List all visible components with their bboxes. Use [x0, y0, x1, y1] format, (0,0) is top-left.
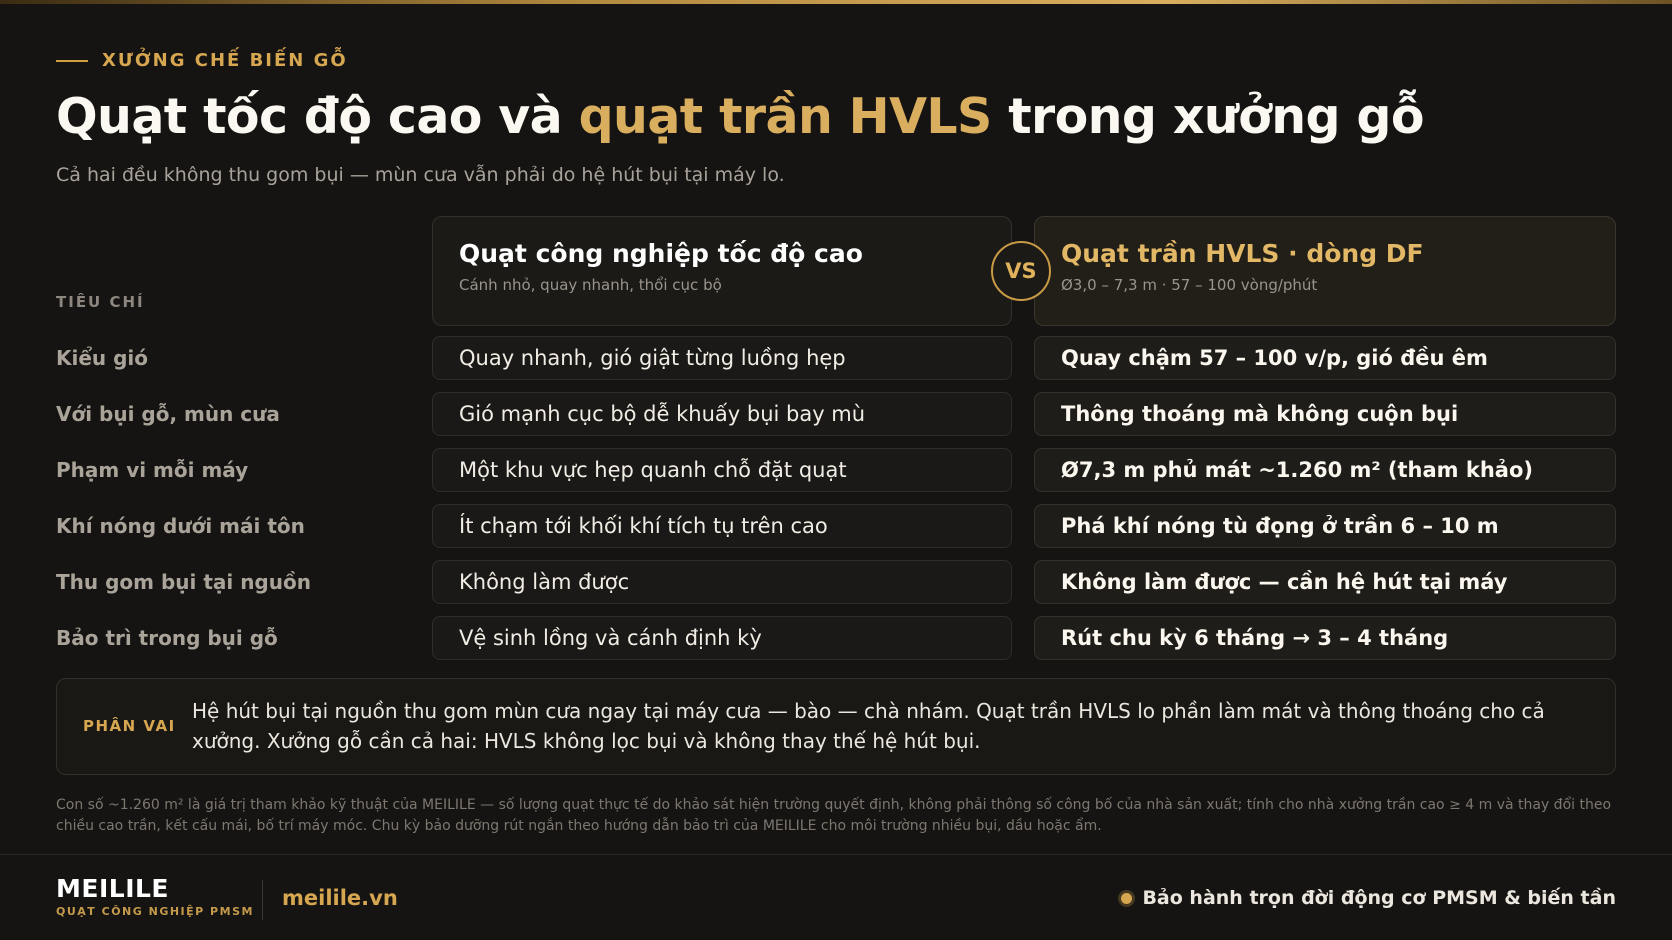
- cell-hvls-fan: Thông thoáng mà không cuộn bụi: [1034, 392, 1616, 436]
- comparison-row: [56, 560, 1616, 604]
- page-subtitle: Cả hai đều không thu gom bụi — mùn cưa vẫn phải do hệ hút bụi tại máy lo.: [56, 164, 785, 186]
- brand-name: MEILILE: [56, 874, 169, 903]
- column-b-subtitle: Ø3,0 – 7,3 m · 57 – 100 vòng/phút: [1061, 276, 1318, 294]
- cell-high-speed-fan: Không làm được: [432, 560, 1012, 604]
- vs-badge: VS: [991, 241, 1051, 301]
- cell-high-speed-fan: Vệ sinh lồng và cánh định kỳ: [432, 616, 1012, 660]
- criteria-header: TIÊU CHÍ: [56, 293, 145, 311]
- role-tag: PHÂN VAI: [83, 717, 176, 735]
- warranty-text: Bảo hành trọn đời động cơ PMSM & biến tần: [1142, 887, 1616, 909]
- eyebrow-label: XƯỞNG CHẾ BIẾN GỖ: [102, 50, 348, 71]
- cell-hvls-fan: Không làm được — cần hệ hút tại máy: [1034, 560, 1616, 604]
- warranty-note: [1121, 887, 1616, 909]
- row-label: Bảo trì trong bụi gỗ: [56, 626, 278, 650]
- cell-high-speed-fan: Gió mạnh cục bộ dễ khuấy bụi bay mù: [432, 392, 1012, 436]
- comparison-row: [56, 336, 1616, 380]
- cell-hvls-fan: Quay chậm 57 – 100 v/p, gió đều êm: [1034, 336, 1616, 380]
- eyebrow-dash: [56, 60, 88, 62]
- row-label: Thu gom bụi tại nguồn: [56, 570, 311, 594]
- cell-hvls-fan: Ø7,3 m phủ mát ~1.260 m² (tham khảo): [1034, 448, 1616, 492]
- cell-high-speed-fan: Quay nhanh, gió giật từng luồng hẹp: [432, 336, 1012, 380]
- role-callout: [56, 678, 1616, 775]
- website-link[interactable]: meilile.vn: [282, 886, 398, 910]
- eyebrow: [56, 50, 348, 71]
- cell-hvls-fan: Rút chu kỳ 6 tháng → 3 – 4 tháng: [1034, 616, 1616, 660]
- title-part-2: trong xưởng gỗ: [991, 88, 1424, 145]
- title-highlight: quạt trần HVLS: [578, 88, 992, 145]
- title-part-1: Quạt tốc độ cao và: [56, 88, 579, 145]
- brand-tagline: QUẠT CÔNG NGHIỆP PMSM: [56, 905, 254, 918]
- column-a-subtitle: Cánh nhỏ, quay nhanh, thổi cục bộ: [459, 276, 722, 294]
- bullet-dot-icon: [1121, 893, 1132, 904]
- cell-high-speed-fan: Một khu vực hẹp quanh chỗ đặt quạt: [432, 448, 1012, 492]
- row-label: Kiểu gió: [56, 346, 149, 370]
- comparison-row: [56, 616, 1616, 660]
- comparison-row: [56, 392, 1616, 436]
- cell-high-speed-fan: Ít chạm tới khối khí tích tụ trên cao: [432, 504, 1012, 548]
- page-title: [56, 88, 1424, 145]
- role-text: Hệ hút bụi tại nguồn thu gom mùn cưa ngay tại máy cưa — bào — chà nhám. Quạt trần HVLS lo phần làm mát và thông thoáng cho cả xưởng. Xưởng gỗ cần cả hai: HVLS không lọc bụi và không thay thế hệ hút bụi.: [192, 699, 1545, 753]
- column-b-title: Quạt trần HVLS · dòng DF: [1061, 239, 1424, 268]
- column-a-title: Quạt công nghiệp tốc độ cao: [459, 239, 863, 268]
- footer-divider: [0, 854, 1672, 855]
- comparison-row: [56, 448, 1616, 492]
- row-label: Khí nóng dưới mái tôn: [56, 514, 305, 538]
- footer-separator: [262, 880, 263, 920]
- row-label: Phạm vi mỗi máy: [56, 458, 249, 482]
- cell-hvls-fan: Phá khí nóng tù đọng ở trần 6 – 10 m: [1034, 504, 1616, 548]
- column-header-high-speed-fan: [432, 216, 1012, 326]
- brand-logo: [56, 874, 254, 918]
- comparison-row: [56, 504, 1616, 548]
- row-label: Với bụi gỗ, mùn cưa: [56, 402, 280, 426]
- top-accent-line: [0, 0, 1672, 4]
- footnote: Con số ~1.260 m² là giá trị tham khảo kỹ thuật của MEILILE — số lượng quạt thực tế do khảo sát hiện trường quyết định, không phải thông số công bố của nhà sản xuất; tính cho nhà xưởng trần cao ≥ 4 m và thay đổi theo chiều cao trần, kết cấu mái, bố trí máy móc. Chu kỳ bảo dưỡng rút ngắn theo hướng dẫn bảo trì của MEILILE cho môi trường nhiều bụi, dầu hoặc ẩm.: [56, 797, 1612, 834]
- column-header-hvls-fan: [1034, 216, 1616, 326]
